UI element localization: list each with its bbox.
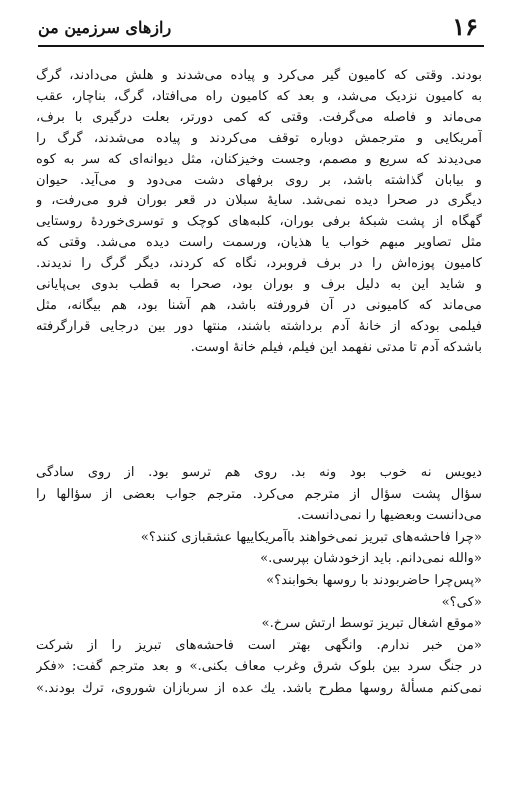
dialogue-line: «پس‌چرا حاضربودند با روسها بخوابند؟» <box>266 572 482 588</box>
dialogue-line: «من خبر ندارم. وانگهی بهتر است فاحشه‌های تبریز را از شرکت <box>36 637 482 653</box>
text-line: به کامیون نزدیک می‌شد، و بعد که کامیون راه می‌افتاد، گرگ، بناچار، عقب <box>36 88 482 104</box>
paragraph-2 <box>36 462 482 700</box>
text-line: کامیون پوزه‌اش را در برف فروبرد، نگاه که کردند، دیگر گرگ را ندیدند. <box>36 256 482 272</box>
text-line: و بیابان گذاشته باشد، بر روی برفهای دشت می‌دود و می‌آید. حیوان <box>36 172 482 188</box>
header-rule <box>38 45 484 47</box>
dialogue-line: «والله نمی‌دانم. باید ازخودشان بپرسی.» <box>260 551 482 567</box>
page-header <box>38 14 478 42</box>
text-line: فیلمی بودکه از خانهٔ آدم برداشته باشند، منتها دور بین درجایی قرارگرفته <box>36 318 482 334</box>
text-line: دیویس نه خوب بود ونه بد. روی هم ترسو بود. از روی سادگی <box>36 465 482 480</box>
text-line: بودند. وقتی که کامیون گیر می‌کرد و پیاده می‌شدند و هلش می‌دادند، گرگ <box>36 68 482 83</box>
dialogue-line: نمی‌کنم مسألهٔ روسها مطرح باشد. یك عده از سربازان شوروی، ترك بودند.» <box>36 680 482 696</box>
dialogue-line: «موقع اشغال تبریز توسط ارتش سرخ.» <box>261 616 482 632</box>
dialogue-line: «چرا فاحشه‌های تبریز نمی‌خواهند باآمریکاییها عشقبازی کنند؟» <box>140 529 482 545</box>
paragraph-1 <box>36 66 482 359</box>
text-line: باشدکه آدم تا مدتی نفهمد این فیلم، فیلم خانهٔ اوست. <box>190 339 482 355</box>
text-line: می‌ماند و فاصله می‌گرفت. وقتی که کمی دورتر، بعلت درگیری با برف، <box>36 109 482 125</box>
text-line: گهگاه از پشت شبکهٔ برفی بوران، کلبه‌های کوچک و توسری‌خوردهٔ روستایی <box>36 214 482 230</box>
text-line: آمریکایی و مترجمش دوباره توقف می‌کردند و پیاده می‌شدند، گرگ را <box>36 130 482 146</box>
dialogue-line: «کی؟» <box>441 594 482 610</box>
text-line: می‌ماند که کامیونی در آن فرورفته باشد، هم آشنا بود، هم بیگانه، مثل <box>36 297 482 313</box>
running-title: رازهای سرزمین من <box>38 18 172 37</box>
text-line: و شاید این به دلیل برف و بوران بود، صحرا به قطب بدوی بی‌پایانی <box>36 277 482 293</box>
text-line: دیگری در صحرا دیده نمی‌شد. سایهٔ سبلان در قعر بوران فرو می‌رفت، و <box>36 193 482 209</box>
text-line: مثل تصاویر مبهم خواب یا هذیان، ورسمت راست دیده می‌شد. وقتی که <box>36 235 482 251</box>
text-line: می‌دانست وبعضیها را نمی‌دانست. <box>297 508 482 524</box>
dialogue-line: در جنگ سرد بین بلوک شرق وغرب معاف بکنی.» و بعد مترجم گفت: «فکر <box>36 659 482 675</box>
page-number: ۱۶ <box>452 12 478 41</box>
text-line: سؤال پشت سؤال از مترجم می‌کرد. مترجم جواب بعضی از سؤالها را <box>36 486 482 502</box>
text-line: می‌دیدند که سریع و مصمم، وجست وخیزکنان، مثل دیوانه‌ای که سر به کوه <box>36 151 482 167</box>
